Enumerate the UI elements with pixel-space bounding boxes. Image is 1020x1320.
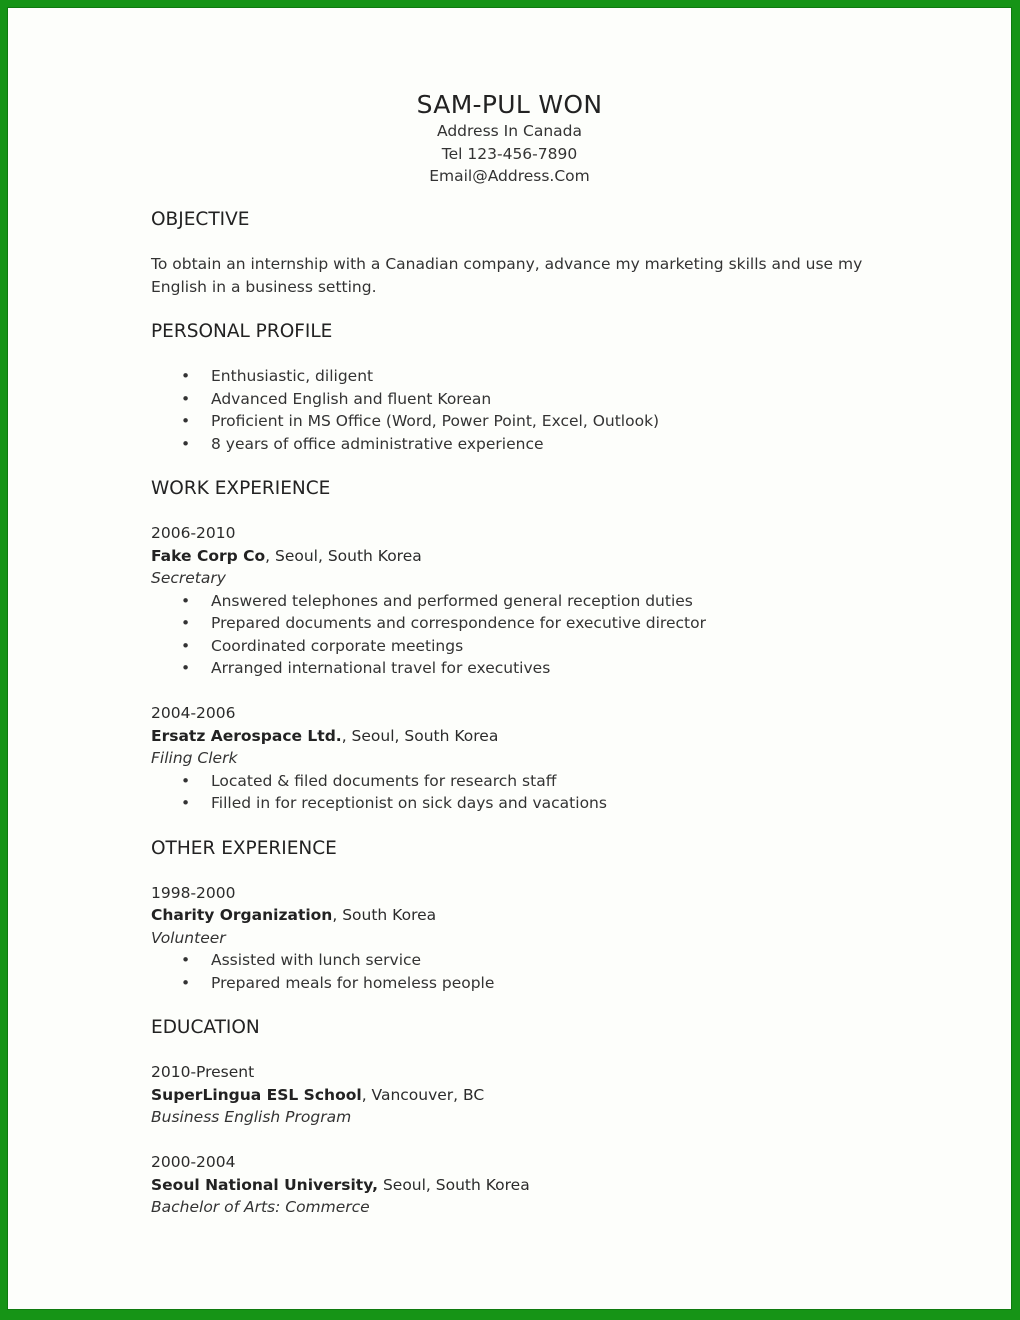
education-entry [151,1151,911,1219]
entry-role: Volunteer [151,928,226,947]
work-entry [151,702,911,815]
entry-org-line [151,545,911,568]
other-section [151,837,911,995]
duty-item: • Located & filed documents for research staff [151,770,911,793]
resume-page [7,7,1012,1310]
education-title: EDUCATION [151,1017,260,1038]
entry-location: , South Korea [332,906,437,924]
entry-role: Secretary [151,569,226,587]
entry-location: , Vancouver, BC [361,1085,485,1104]
other-entry [151,882,911,995]
profile-item: • 8 years of office administrative experience [151,433,911,456]
entry-duties [151,770,911,815]
work-section [151,477,911,815]
entry-location: , Seoul, South Korea [265,546,422,565]
work-title: WORK EXPERIENCE [151,478,331,499]
entry-dates: 1998-2000 [151,883,236,902]
duty-item: • Prepared meals for homeless people [151,972,911,995]
entry-location: Seoul, South Korea [378,1175,530,1194]
entry-duties [151,590,911,680]
objective-title: OBJECTIVE [151,209,250,230]
contact-address: Address In Canada [437,122,582,140]
entry-role: Filing Clerk [151,749,238,767]
entry-dates: 2006-2010 [151,524,236,542]
resume-body [151,208,911,1241]
profile-title: PERSONAL PROFILE [151,321,333,342]
entry-org: Fake Corp Co [151,546,266,565]
objective-section [151,208,911,298]
duty-item: • Assisted with lunch service [151,949,911,972]
entry-org-line [151,1084,911,1107]
entry-program: Bachelor of Arts: Commerce [151,1198,370,1216]
duty-item: • Arranged international travel for executives [151,657,911,680]
education-entry [151,1061,911,1129]
entry-org-line [151,1174,911,1197]
profile-section [151,320,911,455]
profile-item: • Advanced English and fluent Korean [151,388,911,411]
entry-location: , Seoul, South Korea [341,726,499,745]
duty-item: • Filled in for receptionist on sick days and vacations [151,792,911,815]
profile-item: • Enthusiastic, diligent [151,365,911,388]
duty-item: • Coordinated corporate meetings [151,635,911,658]
entry-org: SuperLingua ESL School [151,1085,362,1104]
profile-list [151,365,911,455]
other-title: OTHER EXPERIENCE [151,837,337,859]
resume-header [8,90,1011,188]
entry-org-line [151,904,911,927]
duty-item: • Answered telephones and performed general reception duties [151,590,911,613]
education-section [151,1016,911,1219]
contact-email: Email@Address.Com [429,167,590,185]
entry-org: Seoul National University, [151,1175,379,1194]
entry-duties [151,949,911,994]
entry-dates: 2000-2004 [151,1153,236,1171]
entry-org: Charity Organization [151,906,333,924]
entry-org: Ersatz Aerospace Ltd. [151,726,342,745]
entry-dates: 2004-2006 [151,704,236,722]
entry-program: Business English Program [151,1108,352,1126]
entry-dates: 2010-Present [151,1063,255,1081]
profile-item: • Proficient in MS Office (Word, Power Point, Excel, Outlook) [151,410,911,433]
duty-item: • Prepared documents and correspondence for executive director [151,612,911,635]
entry-org-line [151,725,911,748]
applicant-name: SAM-PUL WON [416,90,603,119]
objective-text: To obtain an internship with a Canadian company, advance my marketing skills and use my English in a business setting. [151,255,863,296]
work-entry [151,522,911,680]
contact-phone: Tel 123-456-7890 [441,144,578,163]
